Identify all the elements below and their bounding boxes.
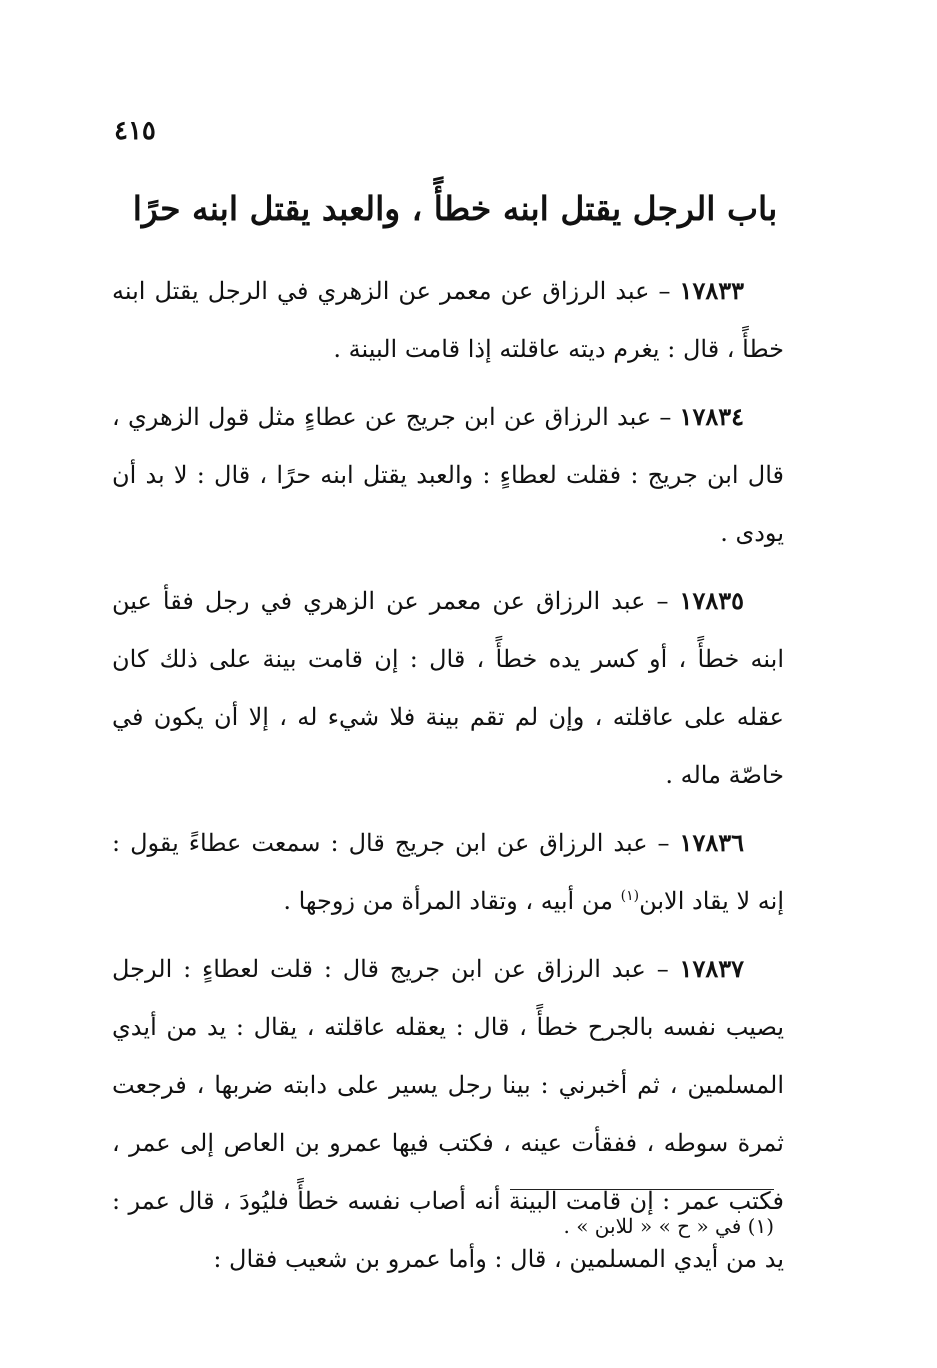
hadith-paragraph <box>112 572 784 804</box>
hadith-text: من أبيه ، وتقاد المرأة من زوجها . <box>283 887 621 915</box>
hadith-number: ١٧٨٣٧ <box>679 954 744 983</box>
dash: – <box>651 403 680 431</box>
dash: – <box>647 829 680 857</box>
footnote-divider <box>510 1189 774 1190</box>
hadith-text: عبد الرزاق عن ابن جريج قال : قلت لعطاءٍ : الرجل يصيب نفسه بالجرح خطأً ، قال : يعقله عاقلته ، يقال : يد من أيدي المسلمين ، ثم أخبرني : بينا رجل يسير على دابته ضربها ، فرجعت ثمرة سوطه ، ففقأت عينه ، فكتب فيها عمرو بن العاص إلى عمر ، فكتب عمر : إن قامت البينة أنه أصاب نفسه خطأً فليُودَ ، قال عمر : يد من أيدي المسلمين ، قال : وأما عمرو بن شعيب فقال : <box>112 955 784 1273</box>
footnote-marker[interactable]: (١) <box>620 888 640 904</box>
page-number: ٤١٥ <box>114 116 156 146</box>
hadith-paragraph <box>112 814 784 930</box>
hadith-number: ١٧٨٣٦ <box>679 828 744 857</box>
hadith-paragraph <box>112 262 784 378</box>
hadith-number: ١٧٨٣٣ <box>679 276 744 305</box>
chapter-title: باب الرجل يقتل ابنه خطأً ، والعبد يقتل ابنه حرًا <box>132 189 778 228</box>
hadith-text: عبد الرزاق عن ابن جريج عن عطاءٍ مثل قول الزهري ، قال ابن جريج : فقلت لعطاءٍ : والعبد يقتل ابنه حرًا ، قال : لا بد أن يودى . <box>112 403 784 547</box>
dash: – <box>645 587 680 615</box>
hadith-number: ١٧٨٣٤ <box>679 402 744 431</box>
dash: – <box>649 277 680 305</box>
hadith-text: عبد الرزاق عن معمر عن الزهري في الرجل يقتل ابنه خطأً ، قال : يغرم ديته عاقلته إذا قامت البينة . <box>112 277 784 363</box>
hadith-text: عبد الرزاق عن ابن جريج قال : سمعت عطاءً يقول : إنه لا يقاد الابن <box>112 829 784 915</box>
hadith-text: عبد الرزاق عن معمر عن الزهري في رجل فقأ عين ابنه خطأً ، أو كسر يده خطأً ، قال : إن قامت بينة على ذلك كان عقله على عاقلته ، وإن لم تقم بينة فلا شيء له ، إلا أن يكون في خاصّة ماله . <box>112 587 784 789</box>
footnote: (١) في « ح » « للابن » . <box>563 1214 774 1238</box>
hadith-number: ١٧٨٣٥ <box>679 586 744 615</box>
hadith-paragraph <box>112 388 784 562</box>
dash: – <box>645 955 680 983</box>
body-text <box>112 262 784 1288</box>
